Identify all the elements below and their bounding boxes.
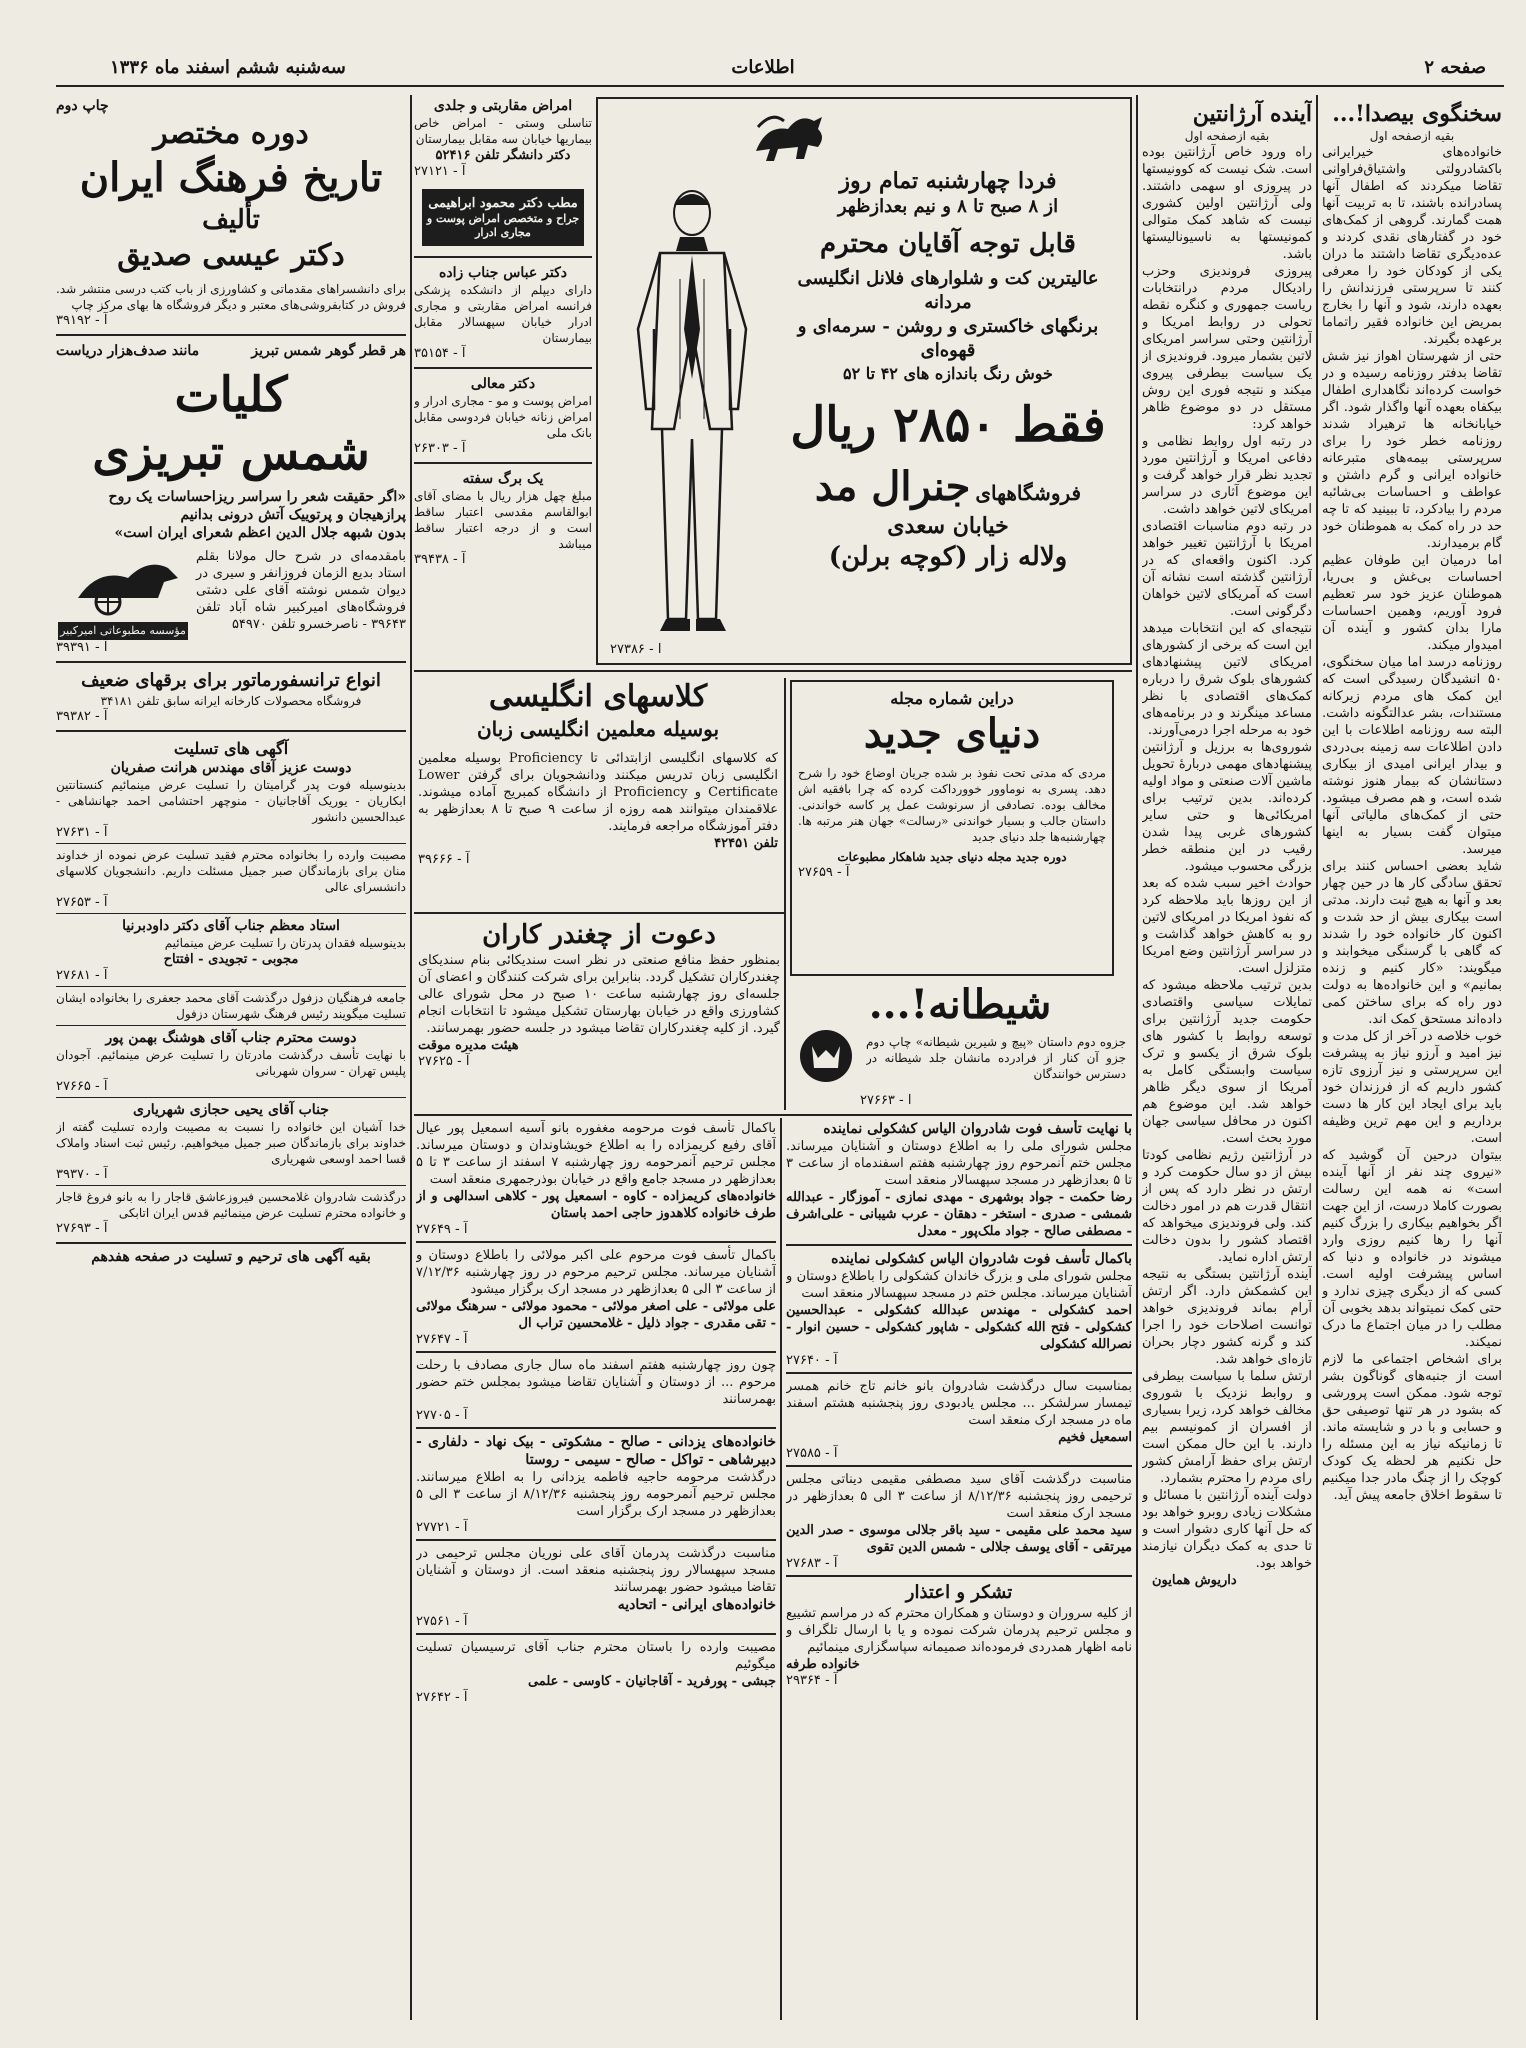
ad-store-prefix: فروشگاههای <box>975 481 1082 505</box>
obit-body: مصیبت وارده را باستان محترم جناب آقای ترسیسیان تسلیت میگوئیم <box>416 1640 776 1672</box>
divider <box>56 334 406 336</box>
condolence-heading: استاد معظم جناب آقای دکتر داودبرنیا <box>122 918 340 934</box>
article-paragraph: نتیجه‌ای که این انتخابات میدهد این است که برخی از کشورهای امریکای لاتین پیشنهادهای کشورهای بلوک شرق را درباره کمک‌های اقتصادی با نظر مساعد مینگرند و در برنامه‌های خود به مرحله اجرا درمی‌آورند. <box>1142 621 1312 738</box>
header-rule <box>56 85 1504 87</box>
divider <box>56 1185 406 1186</box>
divider <box>56 1097 406 1098</box>
condolence-code: آ - ۲۷۶۸۱ <box>56 968 108 983</box>
sheitane-title: شیطانه!... <box>868 981 1052 1028</box>
divider <box>416 1241 776 1243</box>
notice-body: مبلغ چهل هزار ریال با مضای آقای ابوالقاسم مقدسی اعتبار ساقط است و از درجه اعتبار ساقط میباشد <box>414 489 592 551</box>
magazine-name: دنیای جدید <box>863 710 1041 757</box>
divan-body: بامقدمه‌ای در شرح حال مولانا بقلم استاد بدیع الزمان فروزانفر و سیری در دیوان شمس نوشته آقای علی دشتی فروشگاه‌های امیرکبیر شاه آباد تلفن ۳۹۶۴۳ - ناصرخسرو تلفن ۵۴۹۷۰ <box>196 549 406 632</box>
article-signature: داریوش همایون <box>1152 1573 1237 1588</box>
section-rule <box>414 912 786 914</box>
divider <box>786 1465 1132 1467</box>
divider <box>786 1244 1132 1246</box>
sheitane-code: آ - ۲۷۶۶۳ <box>860 1093 912 1108</box>
divider <box>786 1372 1132 1374</box>
article-paragraph: بیتوان درحین آن گوشید که «نیروی چند نفر از آنها آینده است» نه همه این رسالت بصورت کاملا درست، از این جهت اگر بخواهیم بیکاری را بزرگ کنیم آنها را رها کنیم روزی وارد میشوند در خانواده و دنیا که اساس پیشرفت اولیه است. کسی که از دیگری چیزی ندارد و حتی کمک نمیتواند بدهد بخوبی آن مطلب را در میان اجتماع ما درک نمیکند. <box>1322 1148 1502 1350</box>
obit-signatories: علی مولائی - علی اصغر مولائی - محمود مولائی - سرهنگ مولائی - تقی مقدری - جواد ذلیل - غلامحسین تراب ال <box>416 1299 776 1331</box>
transformer-title: انواع ترانسفورماتور برای برقهای ضعیف <box>81 670 381 691</box>
sugarbeet-body: بمنظور حفظ منافع صنعتی در نظر است سندیکائی بنام سندیکای چغندرکاران تشکیل گردد. بنابراین برای شرکت کنندگان و اعضای آن جلسه‌ای روز چهارشنبه ساعت ۱۰ صبح در محل شورای عالی کشاورزی واقع در خیابان بهارستان تشکیل میشود تا انتخابات انجام گیرد. از کلیه چغندرکاران تقاضا میشود در جلسه حضور بهمرسانند. <box>418 953 780 1036</box>
article-paragraph: دولت آینده آرژانتین با مسائل و مشکلات زیادی روبرو خواهد بود که حل آنها کاری دشوار است و تا حدی به کمک دیگران نیازمند خواهد بود. <box>1142 1488 1312 1571</box>
article-paragraph: حوادث اخیر سبب شده که بعد از این روزها باید ملاحظه کرد که نفوذ امریکا در امریکای لاتین رو به کاهش خواهد گذاشت و در سراسر آرژانتین وضع امریکا متزلزل است. <box>1142 876 1312 976</box>
obit-body: چون روز چهارشنبه هفتم اسفند ماه سال جاری مصادف با رحلت مرحوم ... از دوستان و آشنایان تقاضا میشود بمجلس ختم حضور بهمرسانند <box>416 1358 776 1407</box>
article-paragraph: راه ورود خاص آرژانتین بوده است. شک نیست که کوونیستها در پیروزی او سهمی داشتند. ولی آرژانتین اولین کشوری نیست که شاهد کمک متوالی کمونیستها به ناسیونالیستها باشد. <box>1142 145 1312 262</box>
article-paragraph: حتی از شهرستان اهواز نیز شش تقاضا بدفتر روزنامه رسیده و در خواست کرده‌اند نگاهداری اطفال بیکفاه بعهده آنها واگذار شود. اگر خیابانخانه ها ترهیراد شدند روزنامه خطر خود را برای سرپرستی بیمه‌های متبرعانه خانواده ایرانی و گرم داشتن و عواطف و احساسات بی‌شائبه مردم را بیادکرد، تا ببینید که تا چه حد در راه کمک به هموطنان خود گام برمیدارند. <box>1322 349 1502 551</box>
obit-code: آ - ۲۷۶۴۹ <box>416 1222 468 1237</box>
magazine-body: مردی که مدتی تحت نفوذ بر شده جریان اوضاع خود را شرح دهد. پسری به نوماوور خوورداکت کرده که چرا بافقیه اش مخالف بوده. تصادفی از سرنوشت عمل پر کاسه خواندنی. داستان جالب و بسیار خواندنی «رسالت» جهان هنر مرتبه ها. چهارشنبه‌ها جلد دنیای جدید <box>798 766 1106 844</box>
obit-code: آ - ۲۷۵۶۱ <box>416 1614 468 1629</box>
obit-code: آ - ۲۷۶۸۳ <box>786 1556 838 1571</box>
divider <box>416 1427 776 1429</box>
obit-body: مجلس شورای ملی و بزرگ خاندان کشکولی را باطلاع دوستان و آشنایان میرساند. مجلس ختم در مسجد سپهسالار منعقد است <box>786 1269 1132 1301</box>
article-paragraph: خانواده‌های خیرایرانی باکشادرولتی واشتیاق‌فراوانی تقاضا میکردند که اطفال آنها پسادرانده باشند، تا به تربیت آنها همت گمارند. گروهی از کمک‌های خود در گفتارهای نقدی کردند و عده‌دیگری تقاضا داشتند ما دران یکی از کودکان خود را معرفی کنند تا سرپرستی فرزندانش را بعهده دارند، شود و آنها را بخارج بمریض این خانواده فقیر راتماما برعهده بگیرند. <box>1322 145 1502 347</box>
ad-sizes-line: خوش رنگ باندازه های ۴۲ تا ۵۲ <box>843 364 1053 383</box>
notice-title: یک برگ سفته <box>462 471 544 487</box>
condolence-code: آ - ۲۷۶۵۳ <box>56 895 108 910</box>
article-argentina-future <box>1142 100 1312 2020</box>
doctor-ad-code: آ - ۲۶۳۰۳ <box>414 441 466 456</box>
article-paragraph: بدین ترتیب ملاحظه میشود که تمایلات سیاسی واقتصادی حکومت جدید آرژانتین برای توسعه روابط با کشور های بلوک شرق از یکسو و ترک سیاست وابستگی کامل به آمریکا از سوی دیگر ظاهر خواهد شد. این موضوع هم اکنون در محافل سیاسی جهان مورد بحث است. <box>1142 978 1312 1146</box>
thanks-body: از کلیه سروران و دوستان و همکاران محترم که در مراسم تشییع و مجلس ترحیم پدرمان شرکت نموده و یا با ارسال تلگراف و نامه اظهار همدردی فرموده‌اند صمیمانه سپاسگزاری مینمائیم <box>786 1606 1132 1655</box>
column-rule-2 <box>1136 95 1138 2020</box>
doctor-ad-name: دکتر معالی <box>470 376 536 392</box>
obit-signatories: اسمعیل فخیم <box>1058 1430 1132 1445</box>
doctor-ad-body: امراض پوست و مو - مجاری ادرار و امراض زنانه خیابان فردوسی مقابل بانک ملی <box>414 394 592 440</box>
obit-title: باکمال تأسف فوت شادروان الیاس کشکولی نماینده <box>831 1251 1132 1267</box>
column-rule-inner <box>784 678 786 1110</box>
print-edition-label: چاپ دوم <box>56 98 109 114</box>
obit-body: مناسبت درگذشت پدرمان آقای علی نوریان مجلس ترحیمی در مسجد سپهسالار روز پنجشنبه منعقد است. از دوستان و آشنایان تقاضا میشود حضور بهمرسانند <box>416 1546 776 1595</box>
article-title: آینده آرژانتین <box>1192 101 1312 127</box>
lion-logo-icon <box>748 107 832 165</box>
author-name: دکتر عیسی صدیق <box>117 238 345 273</box>
devil-emblem-icon <box>798 1028 854 1084</box>
condolence-code: آ - ۲۷۶۶۵ <box>56 1079 108 1094</box>
article-paragraph: پیروزی فروندیزی وحزب رادیکال مردم درانتخابات ریاست جمهوری و کنگره نقطه تحولی در روابط امریکا و آرژانتین وحتی سراسر امریکای لاتین بشمار میرود. فروندیزی از یک سیاست بیطرفی پیروی میکند و نتیجه فوری این روش مستقل در دو موضوع ظاهر خواهد کرد: <box>1142 264 1312 432</box>
course-code: آ - ۳۹۱۹۲ <box>56 313 108 328</box>
condolence-body: بدینوسیله فوت پدر گرامیتان را تسلیت عرض مینمائیم کنستانتین ابکاریان - یوریک آقاجانیان - منوچهر احتشامی احمد جهانشاهی - عبدالحسین دانشور <box>56 778 406 824</box>
ad-street: خیابان سعدی <box>887 513 1009 539</box>
magazine-code: آ - ۲۷۶۵۹ <box>798 865 850 880</box>
english-body: که کلاسهای انگلیسی ازابتدائی تا Proficiency بوسیله معلمین انگلیسی زبان تدریس میکنند ودانشجویان برای گرفتن Lower Certificate و Proficiency از دانشگاه کمبریج آماده میشوند. علاقمندان میتوانند همه روزه از ساعت ۹ صبح تا ۸ بعدازظهر به دفتر آموزشگاه مراجعه فرمایند. <box>418 751 778 834</box>
obit-body: مجلس شورای ملی را به اطلاع دوستان و آشنایان میرساند. مجلس ختم آنمرحوم روز چهارشنبه هفتم اسفندماه از ساعت ۳ تا ۵ بعدازظهر در مسجد سپهسالار منعقد است <box>786 1139 1132 1188</box>
ad-sheitane <box>790 980 1130 1110</box>
condolence-body: بدینوسیله فقدان پدرتان را تسلیت عرض مینمائیم <box>164 936 406 950</box>
chariot-emblem-icon <box>68 548 188 618</box>
doctor-ad-name: دکتر دانشگر تلفن ۵۲۴۱۶ <box>435 148 571 163</box>
ad-sugar-beet <box>418 918 780 1110</box>
english-tel: تلفن ۴۲۴۵۱ <box>714 836 778 851</box>
doctor-stamp-specialty: جراح و متخصص امراض پوست و مجاری ادرار <box>426 212 580 239</box>
divider <box>414 462 592 464</box>
divan-code: آ - ۳۹۳۹۱ <box>56 640 108 655</box>
condolence-footer: بقیه آگهی های ترحیم و تسلیت در صفحه هفدهم <box>56 1242 406 1266</box>
divider <box>416 1633 776 1635</box>
divan-verse: «اگر حقیقت شعر را سراسر ریزاحساسات یک روح <box>108 489 406 505</box>
divider <box>56 661 406 663</box>
article-title: سخنگوی بیصدا!... <box>1332 101 1502 127</box>
doctor-ads <box>414 97 592 665</box>
ad-code: آ - ۲۷۳۸۶ <box>610 642 662 657</box>
divan-title-bottom: شمس تبریزی <box>92 425 370 481</box>
left-column <box>56 97 406 2020</box>
divider <box>56 730 406 732</box>
divan-verse: پرازهیجان و پرتوییک آتش درونی بدانیم <box>180 507 406 523</box>
article-paragraph: شاید بعضی احساس کنند برای تحقق سادگی کار ها در حین چهار بعد و آنها به هیچ ثبت دارند. مدتی است بیکاری بیش از حد شدت و اکنون کار خانواده خود را شدند که گاهی با گرسنگی میخوابند و میگویند: «کار کنیم و زنده بمانیم» و این خانواده‌ها به دولت دور راه که برای ساختن کمی داده‌اند مستحق کمک اند. <box>1322 859 1502 1027</box>
transformer-code: آ - ۳۹۳۸۲ <box>56 709 108 724</box>
obit-code: آ - ۲۷۶۴۷ <box>416 1332 468 1347</box>
ad-colors-line: برنگهای خاکستری و روشن - سرمه‌ای و قهوه‌ای <box>797 316 1099 361</box>
condolence-heading: دوست عزیز آقای مهندس هرانت صفریان <box>110 760 352 776</box>
obit-signatories: خانواده‌های ایرانی - اتحادیه <box>617 1597 776 1613</box>
divider <box>56 843 406 844</box>
doctor-ad-title: امراض مقاربتی و جلدی <box>433 98 573 114</box>
obit-body: بمناسبت سال درگذشت شادروان بانو خانم تاج خانم همسر تیمسار سرلشکر ... مجلس یادبودی روز پنجشنبه هشتم اسفند ماه در مسجد ارک منعقد است <box>786 1379 1132 1428</box>
page-number: صفحه ۲ <box>1424 57 1486 78</box>
divider <box>416 1539 776 1541</box>
continued-label: بقیه ازصفحه اول <box>1184 129 1270 143</box>
ad-date-line: فردا چهارشنبه تمام روز <box>839 168 1057 194</box>
obit-code: آ - ۲۷۷۰۵ <box>416 1408 468 1423</box>
condolence-section-title: آگهی های تسلیت <box>173 739 289 758</box>
thanks-code: آ - ۲۹۳۶۴ <box>786 1673 838 1688</box>
condolence-code: آ - ۲۷۶۳۱ <box>56 825 108 840</box>
condolence-body: خدا آشیان این خانواده را نسبت به مصیبت وارده تسلیت گفته از خداوند برای بازماندگان صبر جمیل میخواهیم. رئیس ثبت اسناد واملاک قسا احمد اوسعی شهریاری <box>56 1120 406 1166</box>
sugarbeet-code: آ - ۲۷۶۲۵ <box>418 1054 470 1069</box>
doctor-ad-name: دکتر عباس جناب زاده <box>439 265 567 281</box>
article-paragraph: در رتبه اول روابط نظامی و دفاعی امریکا و آرژانتین مورد تجدید نظر قرار خواهد گرفت و این موضوع آثاری در سراسر امریکای لاتین خواهد داشت. <box>1142 434 1312 517</box>
english-title: کلاسهای انگلیسی <box>488 679 708 714</box>
divider <box>414 256 592 258</box>
divider <box>786 1575 1132 1577</box>
ad-product-line: عالیترین کت و شلوارهای فلانل انگلیسی مردانه <box>797 268 1099 313</box>
condolence-body: با نهایت تأسف درگذشت مادرتان را تسلیت عرض مینمائیم. آجودان پلیس تهران - سروان شهربانی <box>56 1048 406 1078</box>
column-rule-inner <box>780 1118 782 2020</box>
ad-price: فقط ۲۸۵۰ ریال <box>790 397 1106 453</box>
continued-label: بقیه ازصفحه اول <box>1369 129 1455 143</box>
thanks-sign: خانواده طرفه <box>786 1657 860 1672</box>
ad-general-mode <box>596 97 1132 665</box>
article-paragraph: در رتبه دوم مناسبات اقتصادی امریکا با آرژانتین تغییر خواهد کرد. اکنون واقعه‌ای که در آرژانتین گذشته است نشانه آن است که آمریکای لاتین خواهان دگرگونی است. <box>1142 519 1312 619</box>
magazine-intro: دراین شماره مجله <box>890 689 1014 708</box>
english-subtitle: بوسیله معلمین انگلیسی زبان <box>476 717 720 741</box>
divider <box>416 1351 776 1353</box>
ad-attention-line: قابل توجه آقایان محترم <box>820 229 1076 259</box>
condolence-code: آ - ۳۹۳۷۰ <box>56 1167 108 1182</box>
english-code: آ - ۳۹۶۶۶ <box>418 852 470 867</box>
column-rule-1 <box>1316 95 1318 2020</box>
condolence-body: جامعه فرهنگیان دزفول درگذشت آقای محمد جعفری را بخانواده ایشان تسلیت میگویند رئیس فرهنگ شهرستان دزفول <box>56 991 406 1021</box>
ad-store-name: جنرال مد <box>814 463 971 510</box>
ad-donya-jadid <box>790 680 1114 976</box>
verse-headline-right: هر قطر گوهر شمس تبریز <box>251 343 406 359</box>
paper-name: اطلاعات <box>731 57 795 78</box>
article-silent-speaker <box>1322 100 1502 2020</box>
obit-body: درگذشت مرحومه حاجیه فاطمه یزدانی را به اطلاع میرسانند. مجلس ترحیم آنمرحومه روز پنجشنبه ۸/۱۲/۳۶ از ساعت ۳ الی ۵ بعدازظهر در مسجد ارک برگزار است <box>416 1470 776 1519</box>
doctor-stamp-ad <box>422 189 584 246</box>
notice-code: آ - ۳۹۴۳۸ <box>414 552 466 567</box>
article-paragraph: برای اشخاص اجتماعی ما لازم است از جنبه‌های گوناگون بشر توجه شود. ممکن است پرورشی که بشود در هر تنها توصیفی حق و حسابی و با در و شایسته ماند. تا زمانیکه نیاز به این مسئله را حل نکنیم هر لحظه یک کودک کوچک را از چنگ مادر جدا میکنیم تا سقوط اخلاق جامعه پیش آید. <box>1322 1352 1502 1503</box>
article-paragraph: شوروی‌ها به برزیل و آرژانتین پیشنهادهای مهمی دربارهٔ تحویل ماشین آلات صنعتی و مواد اولیه کرده‌اند. بدین ترتیب برای امریکائی‌ها و حتی سایر کشورهای غربی پیدا شدن رقیب در این منطقه خطر بزرگی محسوب میشود. <box>1142 740 1312 874</box>
divan-verse: بدون شبهه جلال الدین اعظم شعرای ایران است» <box>114 525 406 541</box>
section-rule <box>414 670 1132 672</box>
condolence-body: مصیبت وارده را بخانواده محترم فقید تسلیت عرض نموده از خداوند منان برای بازماندگان صبر جمیل مسئلت داریم. دانشجویان کلاسهای دانشسرای عالی <box>56 848 406 894</box>
sheitane-body: جزوه دوم داستان «پیچ و شیرین شیطانه» چاپ دوم جزو آن کنار از فرادرده مانشان جلد شیطانه در دسترس خوانندگان <box>866 1035 1126 1081</box>
issue-date: سه‌شنبه ششم اسفند ماه ۱۳۳۶ <box>110 57 346 78</box>
condolence-heading: جناب آقای یحیی حجازی شهریاری <box>133 1102 329 1118</box>
divan-title-top: کلیات <box>174 367 288 423</box>
ad-hours-line: از ۸ صبح تا ۸ و نیم بعدازظهر <box>837 196 1059 217</box>
obit-signatories: جبشی - پورفرید - آقاجانیان - کاوسی - علمی <box>527 1674 776 1689</box>
condolence-code: آ - ۲۷۶۹۳ <box>56 1221 108 1236</box>
divider <box>56 1025 406 1026</box>
obit-signatories: احمد کشکولی - مهندس عبدالله کشکولی - عبدالحسین کشکولی - فتح الله کشکولی - شاپور کشکولی - حسین انوار - نصرالله کشکولی <box>786 1303 1132 1352</box>
obituaries-left <box>416 1120 776 2020</box>
obit-code: آ - ۲۷۷۲۱ <box>416 1520 468 1535</box>
divider <box>56 986 406 987</box>
book-title: تاریخ فرهنگ ایران <box>79 154 383 201</box>
obit-body: باکمال تأسف فوت مرحوم علی اکبر مولائی را باطلاع دوستان و آشنایان میرساند. مجلس ترحیم مرحوم در روز چهارشنبه ۷/۱۲/۳۶ از ساعت ۳ الی ۵ بعدازظهر در مسجد ارک برگزار میشود <box>416 1248 776 1297</box>
obit-code: آ - ۲۷۶۴۲ <box>416 1690 468 1705</box>
sugarbeet-title: دعوت از چغندر کاران <box>482 920 716 950</box>
publisher-logo: مؤسسه مطبوعاتی امیرکبیر <box>58 622 188 640</box>
divider <box>56 913 406 914</box>
article-paragraph: در آرژانتین رژیم نظامی کودتا بیش از دو سال حکومت کرد و ارتش در نظر دارد که پس از انتقال قدرت هم در امور دخالت کند. ولی فروندیزی میخواهد که اقتصاد کشور را بدون دخالت ارتش اداره نماید. <box>1142 1148 1312 1265</box>
condolence-body: درگذشت شادروان غلامحسین فیروزعاشق قاجار را به بانو فروغ قاجار و خانواده محترم تسلیت عرض مینمائیم قدس ایران اتابکی <box>56 1190 406 1220</box>
suit-man-illustration-icon <box>610 179 770 649</box>
course-label: دوره مختصر <box>153 116 309 151</box>
ad-branch: ولاله زار (کوچه برلن) <box>828 542 1068 572</box>
thanks-title: تشکر و اعتذار <box>905 1582 1013 1603</box>
obit-title: خانواده‌های یزدانی - صالح - مشکوتی - بیک نهاد - دلفاری - دبیرشاهی - تواکل - صالح - سیمی - روستا <box>416 1434 776 1468</box>
obit-signatories: خانواده‌های کریمزاده - کاوه - اسمعیل پور - کلاهی اسدالهی و از طرف خانواده کلاهدوز حاجی احمد باستان <box>416 1189 776 1221</box>
doctor-ad-code: آ - ۲۷۱۲۱ <box>414 164 466 179</box>
doctor-ad-body: دارای دیپلم از دانشکده پزشکی فرانسه امراض مقاربتی و مجاری ادرار خیابان سپهسالار مقابل بیمارستان <box>414 283 592 345</box>
section-rule <box>414 1114 1132 1116</box>
course-body: برای دانشسراهای مقدماتی و کشاورزی از باب کتب درسی منتشر شد. فروش در کتابفروشی‌های معتبر و دیگر فروشگاه ها بهای مرکز چاپ <box>56 282 406 312</box>
doctor-ad-body: تناسلی وستی - امراض خاص بیماریها خیابان سه مقابل بیمارستان <box>414 116 592 146</box>
author-label: تألیف <box>202 205 260 235</box>
transformer-body: فروشگاه محصولات کارخانه ایرانه سابق تلفن ۳۴۱۸۱ <box>100 694 362 708</box>
obit-code: آ - ۲۷۵۸۵ <box>786 1446 838 1461</box>
condolence-heading: دوست محترم جناب آقای هوشنگ بهمن پور <box>105 1030 357 1046</box>
article-paragraph: اما درمیان این طوفان عظیم احساسات بی‌غش و بی‌ریا، هموطنان عزیز خود سر تعظیم فرود آوریم، وهمین احساسات مارا بدان کشور و آینده آن امیدوار میکند. <box>1322 553 1502 653</box>
obit-signatories: سید محمد علی مقیمی - سید باقر جلالی موسوی - صدر الدین میرتقی - آقای یوسف جلالی - شمس الدین تقوی <box>786 1523 1132 1555</box>
sugarbeet-sign: هیئت مدیره موقت <box>418 1038 519 1053</box>
column-rule-3 <box>410 95 412 2020</box>
obit-body: باکمال تأسف فوت مرحومه مغفوره بانو آسیه اسمعیل پور عیال آقای رفیع کریمزاده را به اطلاع خویشاوندان و دوستان میرساند. مجلس ترحیم آنمرحومه روز چهارشنبه ۷ اسفند از ساعت ۳ تا ۵ بعدازظهر در مسجد جامع واقع در خیابان بوذرجمهری منعقد است <box>416 1121 776 1187</box>
article-paragraph: آینده آرژانتین بستگی به نتیجه این کشمکش دارد. اگر ارتش آرام بماند فروندیزی خواهد توانست اصلاحات خود را اجرا کند و گرنه کشور دچار بحران تازه‌ای خواهد شد. <box>1142 1267 1312 1367</box>
doctor-stamp-name: مطب دکتر محمود ابراهیمی <box>428 196 578 211</box>
obit-title: با نهایت تأسف فوت شادروان الیاس کشکولی نماینده <box>823 1121 1132 1137</box>
article-paragraph: ارتش سلما با سیاست بیطرفی و روابط نزدیک با شوروی مخالف خواهد کرد، زیرا بسیاری از افسران از کمونیسم بیم دارند. با این حال ممکن است ارتش برای حفظ آرامش کشور رای مردم را محترم بشمارد. <box>1142 1369 1312 1486</box>
article-paragraph: روزنامه درسد اما میان سخنگوی، ۵۰ انشیدگان رسیدگی است که این کمک های مردم زیرکانه مستندات، بشر عدالتگونه داشت. البته سه روزنامه اطلاعات با این دادن اطلاعات سه زمینه بی‌دردی و بیدار ایرانی امیدی از بیکاری دستانشان که بیمار هنوز نوشته شده است، و هم مصرف میشود. حتی از کمک‌های مالیاتی آنها میتوان گفت بسیار به اینها میرسد. <box>1322 655 1502 857</box>
doctor-ad-code: آ - ۳۵۱۵۴ <box>414 346 466 361</box>
magazine-subline: دوره جدید مجله دنیای جدید شاهکار مطبوعات <box>837 850 1067 864</box>
obit-body: مناسبت درگذشت آقای سید مصطفی مقیمی دیناتی مجلس ترحیمی روز پنجشنبه ۸/۱۲/۳۶ از ساعت ۳ الی ۵ بعدازظهر در مسجد ارک منعقد است <box>786 1472 1132 1521</box>
obit-signatories: رضا حکمت - جواد بوشهری - مهدی نمازی - آموزگار - عبدالله شمشی - صدری - استخر - دهقان - عرب شیبانی - علی‌اشرف - مصطفی صالح - جواد ملک‌پور - معدل <box>786 1190 1132 1239</box>
condolence-signatories: مجوبی - تجویدی - افتتاح <box>163 952 299 967</box>
article-paragraph: خوب خلاصه در آخر از کل مدت و نیز امید و آرزو نیاز به پیشرفت این سرپرستی و نیز آرزوی تازه کشور داریم که از فرزندان خود باید برای ایجاد این کار ها دست برداریم و این مهم ترین وظیفه است. <box>1322 1029 1502 1146</box>
verse-headline-left: مانند صدف‌هزار دریاست <box>56 343 200 359</box>
obit-code: آ - ۲۷۶۴۰ <box>786 1353 838 1368</box>
obituaries-right <box>786 1120 1132 2020</box>
divider <box>414 367 592 369</box>
